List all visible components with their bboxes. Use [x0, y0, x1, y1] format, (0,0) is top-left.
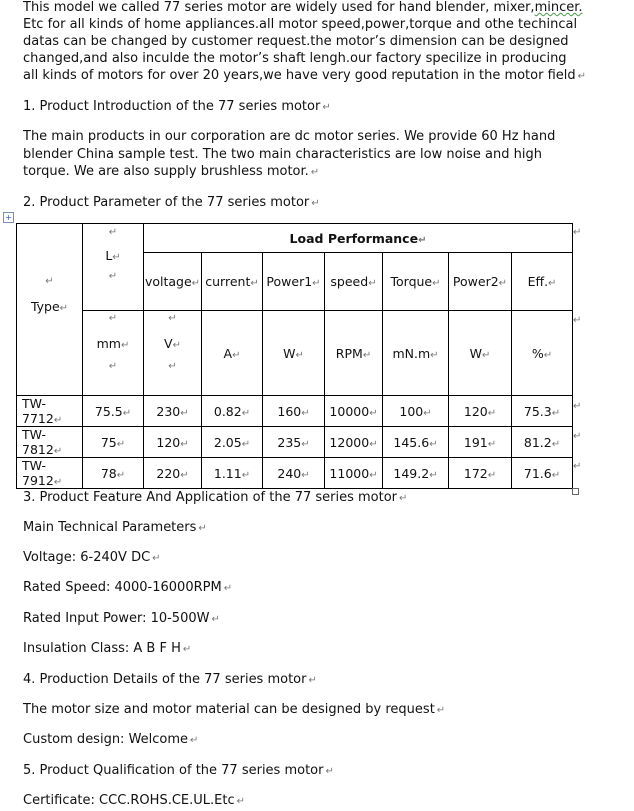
row-end-mark: ↵: [573, 431, 582, 442]
rated-speed-line: Rated Speed: 4000-16000RPM ↵: [23, 580, 233, 595]
paragraph-mark: ↵: [152, 553, 161, 564]
length-header-cell: ↵ L↵ ↵: [83, 224, 144, 311]
intro-line-2: Etc for all kinds of home appliances.all motor speed,power,torque and othe techincal: [23, 17, 578, 32]
row-end-mark: ↵: [573, 461, 582, 472]
column-header-power1: Power1↵: [263, 253, 325, 311]
data-cell: 235↵: [263, 427, 325, 458]
data-cell: 75↵: [83, 427, 144, 458]
section1-heading: 1. Product Introduction of the 77 series motor ↵: [23, 99, 331, 114]
unit-cell-v: ↵ V↵ ↵: [144, 311, 202, 396]
data-cell: 10000↵: [325, 396, 383, 427]
data-cell: 0.82↵: [202, 396, 263, 427]
table-row: [17, 427, 573, 458]
data-cell: 220↵: [144, 458, 202, 489]
paragraph-mark: ↵: [211, 614, 220, 625]
section4-heading: 4. Production Details of the 77 series motor ↵: [23, 672, 317, 687]
column-header-current: current↵: [202, 253, 263, 311]
main-parameters-heading: Main Technical Parameters ↵: [23, 520, 207, 535]
unit-cell-mm: ↵ mm↵ ↵: [83, 311, 144, 396]
paragraph-mark: ↵: [399, 493, 408, 504]
paragraph-mark: ↵: [198, 523, 207, 534]
column-header-speed: speed↵: [325, 253, 383, 311]
paragraph-mark: ↵: [577, 71, 587, 82]
model-cell: TW-7912↵: [17, 458, 83, 489]
unit-cell-w: W↵: [263, 311, 325, 396]
data-cell: 160↵: [263, 396, 325, 427]
table-row: [17, 396, 573, 427]
type-header-cell: ↵ Type↵: [17, 224, 83, 396]
row-end-mark: ↵: [573, 401, 582, 412]
data-cell: 145.6↵: [383, 427, 449, 458]
row-end-mark: ↵: [573, 227, 582, 238]
paragraph-mark: ↵: [310, 167, 320, 178]
data-cell: 191↵: [449, 427, 512, 458]
table-move-handle-icon[interactable]: +: [3, 212, 14, 223]
data-cell: 100↵: [383, 396, 449, 427]
data-cell: 120↵: [449, 396, 512, 427]
data-cell: 11000↵: [325, 458, 383, 489]
section3-heading: 3. Product Feature And Application of the 77 series motor ↵: [23, 490, 408, 505]
table-resize-handle[interactable]: [572, 488, 579, 495]
length-label: L: [105, 248, 113, 263]
table-row: [17, 458, 573, 489]
model-cell: TW-7812↵: [17, 427, 83, 458]
paragraph-mark: ↵: [322, 102, 331, 113]
unit-cell-percent: %↵: [512, 311, 573, 396]
misspelled-word: mincer.: [534, 0, 583, 15]
intro-line-3: datas can be changed by customer request.the motor’s dimension can be designed: [23, 34, 569, 49]
load-performance-header: Load Performance↵: [144, 224, 573, 253]
intro-line-1: This model we called 77 series motor are widely used for hand blender, mixer,mincer.: [23, 0, 583, 15]
rated-power-line: Rated Input Power: 10-500W ↵: [23, 611, 220, 626]
data-cell: 230↵: [144, 396, 202, 427]
data-cell: 12000↵: [325, 427, 383, 458]
data-cell: 75.5↵: [83, 396, 144, 427]
paragraph-mark: ↵: [182, 644, 192, 655]
unit-cell-a: A↵: [202, 311, 263, 396]
intro-line-4: changed,and also inculde the motor’s shaft lengh.our factory specilize in producing: [23, 51, 567, 66]
parameter-table: [16, 223, 573, 489]
data-cell: 75.3↵: [512, 396, 573, 427]
column-header-voltage: voltage↵: [144, 253, 202, 311]
certificate-line: Certificate: CCC.ROHS.CE.UL.Etc ↵: [23, 793, 245, 808]
section1-line-3: torque. We are also supply brushless motor. ↵: [23, 164, 320, 179]
data-cell: 1.11↵: [202, 458, 263, 489]
column-header-eff: Eff.↵: [512, 253, 573, 311]
section4-line-2: Custom design: Welcome ↵: [23, 732, 199, 747]
data-cell: 71.6↵: [512, 458, 573, 489]
section1-line-2: blender China sample test. The two main characteristics are low noise and high: [23, 147, 542, 162]
unit-cell-w2: W↵: [449, 311, 512, 396]
paragraph-mark: ↵: [190, 735, 199, 746]
data-cell: 240↵: [263, 458, 325, 489]
column-header-power2: Power2↵: [449, 253, 512, 311]
data-cell: 81.2↵: [512, 427, 573, 458]
paragraph-mark: ↵: [436, 705, 446, 716]
paragraph-mark: ↵: [325, 766, 334, 777]
intro-line-5: all kinds of motors for over 20 years,we have very good reputation in the motor field ↵: [23, 68, 587, 83]
data-cell: 2.05↵: [202, 427, 263, 458]
row-end-mark: ↵: [573, 315, 582, 326]
data-cell: 120↵: [144, 427, 202, 458]
data-cell: 172↵: [449, 458, 512, 489]
unit-cell-mnm: mN.m↵: [383, 311, 449, 396]
column-header-torque: Torque↵: [383, 253, 449, 311]
data-cell: 78↵: [83, 458, 144, 489]
unit-cell-rpm: RPM↵: [325, 311, 383, 396]
paragraph-mark: ↵: [311, 198, 320, 209]
paragraph-mark: ↵: [223, 583, 233, 594]
data-cell: 149.2↵: [383, 458, 449, 489]
paragraph-mark: ↵: [308, 675, 317, 686]
section5-heading: 5. Product Qualification of the 77 series motor ↵: [23, 763, 334, 778]
model-cell: TW-7712↵: [17, 396, 83, 427]
insulation-line: Insulation Class: A B F H ↵: [23, 641, 192, 656]
type-label: Type: [30, 299, 60, 314]
paragraph-mark: ↵: [236, 796, 245, 807]
section1-line-1: The main products in our corporation are dc motor series. We provide 60 Hz hand: [23, 129, 556, 144]
section4-line-1: The motor size and motor material can be designed by request ↵: [23, 702, 446, 717]
section2-heading: 2. Product Parameter of the 77 series motor ↵: [23, 195, 320, 210]
voltage-line: Voltage: 6-240V DC ↵: [23, 550, 161, 565]
